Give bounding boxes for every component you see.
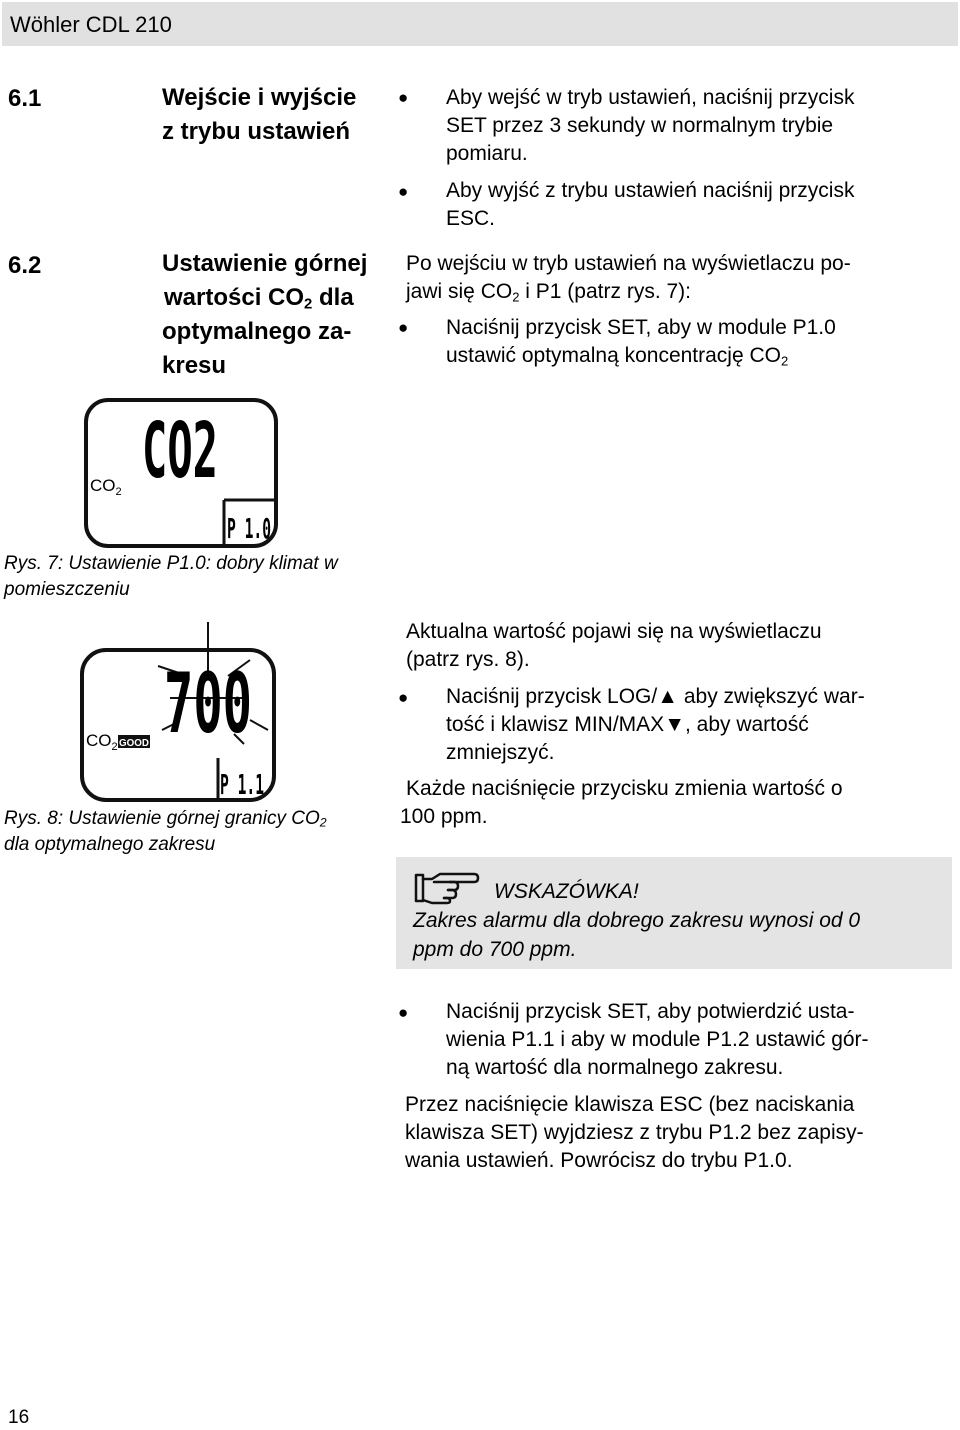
- text-line: wienia P1.1 i aby w module P1.2 ustawić gór-: [446, 1028, 869, 1051]
- hint-text: [413, 906, 860, 964]
- section-heading-6-1: [162, 81, 397, 149]
- section-number-6-1: 6.1: [8, 85, 42, 112]
- bullet-dot: ●: [398, 1003, 409, 1022]
- heading-line: Wejście i wyjście: [162, 84, 357, 111]
- heading-line: optymalnego za-: [162, 318, 352, 345]
- exit-settings-bullet: [446, 177, 854, 233]
- heading-line: Ustawienie górnej: [162, 250, 368, 277]
- subscript: 2: [115, 486, 122, 498]
- text-line: Przez naciśnięcie klawisza ESC (bez naciskania: [405, 1093, 855, 1116]
- page-number: 16: [8, 1407, 30, 1428]
- esc-info-text: [405, 1091, 864, 1175]
- heading-text: wartości CO: [164, 284, 305, 311]
- text-line: Po wejściu w tryb ustawień na wyświetlaczu po-: [406, 252, 851, 275]
- text-line: ppm do 700 ppm.: [413, 938, 577, 961]
- step-info-text: [400, 775, 843, 831]
- figure-7-caption: [4, 551, 338, 603]
- text-span: jawi się CO: [406, 280, 513, 303]
- caption-line: dla optymalnego zakresu: [4, 834, 216, 855]
- text-line: Aktualna wartość pojawi się na wyświetlaczu: [406, 620, 822, 643]
- heading-line: kresu: [162, 352, 227, 379]
- text-span: ustawić optymalną koncentrację CO: [446, 344, 781, 367]
- bullet-dot: ●: [398, 318, 409, 337]
- confirm-settings-bullet: [446, 998, 869, 1082]
- caption-text: Rys. 8: Ustawienie górnej granicy CO: [4, 808, 320, 829]
- subscript: 2: [512, 289, 520, 305]
- text-line: Każde naciśnięcie przycisku zmienia wartość o: [406, 777, 843, 800]
- text-line: wania ustawień. Powrócisz do trybu P1.0.: [405, 1149, 793, 1172]
- text-line: klawisza SET) wyjdziesz z trybu P1.2 bez zapisy-: [405, 1121, 864, 1144]
- caption-line: pomieszczeniu: [4, 579, 130, 600]
- enter-settings-bullet: [446, 84, 854, 168]
- hint-title: WSKAZÓWKA!: [494, 880, 639, 903]
- text-line: Naciśnij przycisk LOG/▲ aby zwiększyć war-: [446, 685, 865, 708]
- text-line: ESC.: [446, 207, 496, 230]
- section-number-6-2: 6.2: [8, 252, 42, 279]
- text-line: [406, 278, 851, 306]
- heading-line: [162, 281, 397, 315]
- bullet-dot: ●: [398, 88, 409, 107]
- text-line: SET przez 3 sekundy w normalnym trybie: [446, 114, 834, 137]
- adjust-value-bullet: [446, 683, 865, 767]
- lcd-display-figure-7: [84, 398, 280, 550]
- pointing-hand-icon: [414, 871, 480, 905]
- lcd-display-figure-8: [78, 618, 284, 810]
- text-line: Zakres alarmu dla dobrego zakresu wynosi od 0: [413, 909, 861, 932]
- lcd-parameter: P 1.1: [220, 768, 264, 801]
- lcd-main-value: CO2: [142, 407, 218, 497]
- text-line: 100 ppm.: [400, 805, 488, 828]
- text-line: Naciśnij przycisk SET, aby w module P1.0: [446, 316, 836, 339]
- document-title: Wöhler CDL 210: [10, 12, 172, 37]
- set-optimal-bullet: [446, 314, 836, 370]
- hint-box: [396, 857, 952, 969]
- settings-intro: [406, 250, 851, 306]
- caption-line: [4, 806, 327, 832]
- lcd-parameter: P 1.0: [227, 512, 271, 545]
- lcd-label-text: CO: [86, 731, 112, 750]
- lcd-main-value: 700: [164, 655, 252, 753]
- caption-line: Rys. 7: Ustawienie P1.0: dobry klimat w: [4, 553, 338, 574]
- header-bar: [2, 2, 958, 46]
- bullet-dot: ●: [398, 688, 409, 707]
- subscript: 2: [781, 353, 789, 369]
- figure-8-caption: [4, 806, 327, 858]
- text-line: Aby wyjść z trybu ustawień naciśnij przycisk: [446, 179, 855, 202]
- text-line: pomiaru.: [446, 142, 528, 165]
- bullet-dot: ●: [398, 182, 409, 201]
- text-line: (patrz rys. 8).: [406, 648, 530, 671]
- text-line: Aby wejść w tryb ustawień, naciśnij przycisk: [446, 86, 855, 109]
- text-line: tość i klawisz MIN/MAX▼, aby wartość: [446, 713, 809, 736]
- heading-line: z trybu ustawień: [162, 118, 351, 145]
- heading-text: dla: [312, 284, 354, 311]
- text-line: ną wartość dla normalnego zakresu.: [446, 1056, 784, 1079]
- lcd-good-text: GOOD: [119, 738, 149, 749]
- subscript: 2: [111, 741, 118, 753]
- text-line: Naciśnij przycisk SET, aby potwierdzić usta-: [446, 1000, 855, 1023]
- text-line: zmniejszyć.: [446, 741, 555, 764]
- text-line: [446, 342, 836, 370]
- current-value-text: [406, 618, 822, 674]
- subscript: 2: [304, 296, 313, 313]
- section-heading-6-2: [162, 247, 397, 383]
- lcd-label-text: CO: [90, 476, 116, 495]
- subscript: 2: [319, 815, 327, 830]
- text-span: i P1 (patrz rys. 7):: [519, 280, 691, 303]
